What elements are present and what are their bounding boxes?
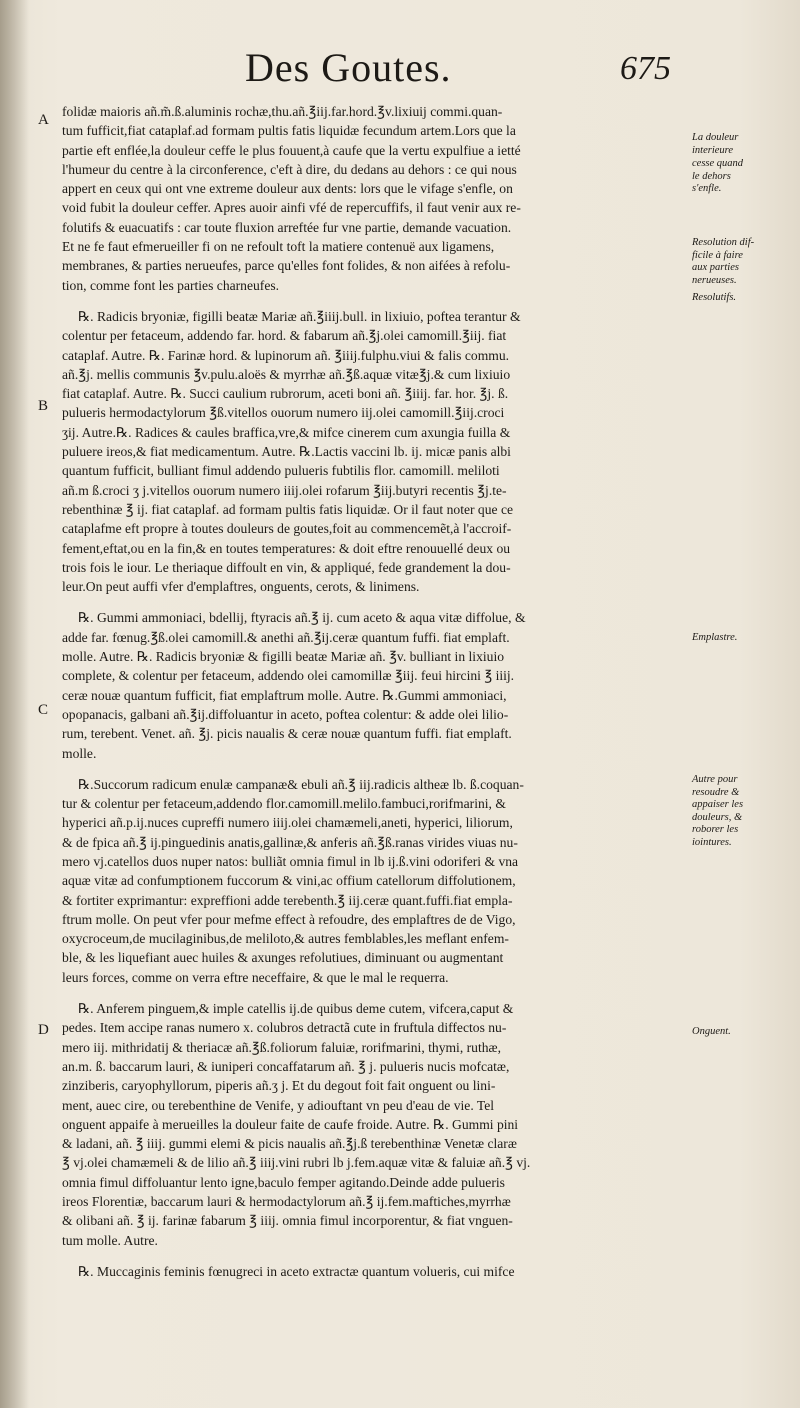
text-line: complete, & colentur per fetaceum, addendo olei camomillæ ℥iij. feui hircini ℥ iiij. [62,668,515,684]
text-line: & ladani, añ. ℥ iiij. gummi elemi & picis naualis añ.℥j.ß terebenthinæ Venetæ claræ [62,1136,517,1152]
text-line: molle. Autre. ℞. Radicis bryoniæ & figilli beatæ Mariæ añ. ℥v. bulliant in lixiuio [62,649,505,665]
text-line: rebenthinæ ℥ ij. fiat cataplaf. ad formam pultis fatis liquidæ. Or il faut noter que ce [62,501,514,517]
section-letter-a: A [38,112,49,128]
text-line: mero vj.catellos duos nuper natos: bulliãt omnia fimul in lb ij.ß.vini odoriferi & vna [62,853,519,869]
text-line: ment, auec cire, ou terebenthine de Venife, y adiouftant vn peu d'eau de vie. Tel [62,1097,495,1113]
text-line: tum molle. Autre. [62,1232,158,1248]
text-line: & olibani añ. ℥ ij. farinæ fabarum ℥ iiij. omnia fimul incorporentur, & fiat vnguen- [62,1213,513,1229]
text-line: ireos Florentiæ, baccarum lauri & hermodactylorum añ.℥ ij.fem.maftiches,myrrhæ [62,1194,511,1210]
text-line: puluere ireos,& fiat medicamentum. Autre. ℞.Lactis vaccini lb. ij. micæ panis albi [62,444,511,460]
text-line: Et ne fe faut efmerueiller fi on ne refoult toft la matiere contenuë aux ligamens, [62,239,495,255]
text-line: mero iij. mithridatij & theriacæ añ.℥ß.foliorum faluiæ, rorifmarini, thymi, ruthæ, [62,1039,501,1055]
text-line: oxycroceum,de mucilaginibus,de meliloto,& autres femblables,les meflant enfem- [62,931,509,947]
text-line: appert en ceux qui ont vne extreme douleur aux dents: lors que le vifage s'enfle, on [62,181,513,197]
text-line: rum, terebent. Venet. añ. ℥j. picis naualis & ceræ nouæ quantum fuffi. fiat emplaft. [62,726,512,742]
text-line: an.m. ß. baccarum lauri, & iuniperi concaffatarum añ. ℥ j. pulueris nucis mofcatæ, [62,1058,510,1074]
text-line: ℞. Radicis bryoniæ, figilli beatæ Mariæ añ.℥iiij.bull. in lixiuio, poftea terantur & [78,308,521,324]
margin-note: cesse quand le dehors s'enfle. [692,158,744,194]
text-line: trois fois le iour. Le theriaque diffoult en vin, & appliqué, fede grandement la dou- [62,559,511,575]
text-line: membranes, & parties nerueufes, parce qu'elles font folides, & non aifées à refolu- [62,258,511,274]
section-letter-d: D [38,1022,49,1038]
text-line: ℥ vj.olei chamæmeli & de lilio añ.℥ iiij.vini rubri lb j.fem.aquæ vitæ & faluiæ añ.℥ vj. [62,1155,531,1171]
text-line: ℞. Anferem pinguem,& imple catellis ij.de quibus deme cutem, vifcera,caput & [78,1001,514,1017]
text-line: pulueris hermodactylorum ℥ß.vitellos ouorum numero iij.olei camomill.℥iij.croci [62,405,505,421]
text-line: zinziberis, caryophyllorum, piperis añ.ʒ j. Et du degout foit fait onguent ou lini- [62,1078,496,1094]
text-line: añ.m ß.croci ʒ j.vitellos ouorum numero iiij.olei rofarum ℥iij.butyri recentis ℥j.te- [62,482,507,498]
paragraph-gap [62,1250,686,1262]
text-line: molle. [62,745,97,761]
text-line: ftrum molle. On peut vfer pour mefme effect à refoudre, des emplaftres de de Vigo, [62,911,516,927]
running-title: Des Goutes. [245,45,452,90]
text-line: leurs forces, comme on verra eftre neceffaire, & que le mal le requerra. [62,969,449,985]
text-line: aquæ vitæ ad confumptionem fuccorum & vini,ac offium catellorum diffolutionem, [62,873,516,889]
text-line: leur.On peut auffi vfer d'emplaftres, onguents, cerots, & linimens. [62,579,420,595]
margin-note: Emplastre. [692,632,738,643]
text-line: folidæ maioris añ.m̃.ß.aluminis rochæ,thu.añ.℥iij.far.hord.℥v.lixiuij commi.quan- [62,104,503,119]
text-line: & de fpica añ.℥ ij.pinguedinis anatis,gallinæ,& anferis añ.℥ß.ranas virides viuas nu- [62,834,518,850]
paragraph-gap [62,295,686,307]
text-line: quantum fufficit, bulliant fimul addendo pulueris fubtilis flor. camomill. meliloti [62,463,500,479]
text-line: cataplaf. Autre. ℞. Farinæ hord. & lupinorum añ. ℥iiij.fulphu.viui & falis commu. [62,347,510,363]
text-line: tion, comme font les parties charneufes. [62,277,280,293]
section-letter-b: B [38,398,49,414]
section-letter-c: C [38,702,49,718]
page-number: 675 [620,50,671,87]
text-line: colentur per fetaceum, addendo far. hord. & fabarum añ.℥j.olei camomill.℥iij. fiat [62,328,507,344]
text-line: ℞. Gummi ammoniaci, bdellij, ftyracis añ.℥ ij. cum aceto & aqua vitæ diffolue, & [78,610,526,626]
body-text [62,102,686,1281]
text-line: fiat cataplaf. Autre. ℞. Succi caulium rubrorum, aceti boni añ. ℥iiij. far. hor. ℥j. ß. [62,386,509,402]
margin-note: Onguent. [692,1026,731,1037]
text-line: ʒij. Autre.℞. Radices & caules braffica,vre,& mifce cinerem cum axungia fuilla & [62,424,511,440]
paragraph-gap [62,596,686,608]
text-line: adde far. fœnug.℥ß.olei camomill.& anethi añ.℥ij.ceræ quantum fuffi. fiat emplaft. [62,629,510,645]
text-line: onguent appaife à merueilles la douleur faite de caufe froide. Autre. ℞. Gummi pini [62,1116,519,1132]
text-line: añ.℥j. mellis communis ℥v.pulu.aloës & myrrhæ añ.℥ß.aquæ vitæ℥j.& cum lixiuio [62,366,511,382]
page-header [0,44,800,94]
text-line: hyperici añ.p.ij.nuces cupreffi numero iiij.olei chamæmeli,aneti, hyperici, liliorum, [62,815,513,831]
text-line: folutifs & euacuatifs : car toute fluxion arreftée fur vne partie, demande vacuation. [62,219,512,235]
text-line: l'humeur du centre à la circonference, c'eft à dire, du dedans au dehors : ce qui nous [62,161,517,177]
text-line: & fortiter exprimantur: expreffioni adde terebenth.℥ iij.ceræ quant.fuffi.fiat empla- [62,892,513,908]
margin-note: Resolutifs. [692,292,737,303]
text-line: cataplafme eft propre à toutes douleurs de goutes,foit au commencemẽt,à l'accroif- [62,521,512,537]
text-line: partie eft enflée,la douleur ceffe le plus fouuent,à caufe que la vertu expulfiue a ietté [62,142,521,158]
margin-note: Resolution dif- ficile à faire aux parties nerueuses. [692,237,755,286]
text-line: opopanacis, galbani añ.℥ij.diffoluantur in aceto, poftea colentur: & adde olei lilio- [62,706,509,722]
margin-note: Autre pour resoudre & appaiser les douleurs, & roborer les iointures. [692,774,744,848]
text-line: pedes. Item accipe ranas numero x. colubros detractã cute in fruftula diffectos nu- [62,1020,507,1036]
text-line: ℞.Succorum radicum enulæ campanæ& ebuli añ.℥ iij.radicis altheæ lb. ß.coquan- [78,776,524,792]
margin-note: La douleur interieure [692,132,739,156]
text-line: omnia fimul diffoluantur lento igne,baculo femper agitando.Deinde adde pulueris [62,1174,505,1190]
text-line: fement,eftat,ou en la fin,& en toutes temperatures: & doit eftre renouuellé deux ou [62,540,511,556]
text-line: ℞. Muccaginis feminis fœnugreci in aceto extractæ quantum volueris, cui mifce [78,1263,515,1279]
binding-shadow [0,0,30,1408]
text-line: tur & colentur per fetaceum,addendo flor.camomill.melilo.fambuci,rorifmarini, & [62,796,506,812]
text-line: ceræ nouæ quantum fufficit, fiat emplaftrum molle. Autre. ℞.Gummi ammoniaci, [62,687,507,703]
paragraph-gap [62,987,686,999]
text-line: ble, & les liquefiant auec huiles & axunges refolutiues, diminuant ou augmentant [62,950,504,966]
text-line: tum fufficit,fiat cataplaf.ad formam pultis fatis liquidæ fecundum artem.Lors que la [62,123,516,139]
paragraph-gap [62,763,686,775]
text-line: void fubit la douleur ceffer. Apres auoir ainfi vfé de repercuffifs, il faut venir aux re- [62,200,521,216]
